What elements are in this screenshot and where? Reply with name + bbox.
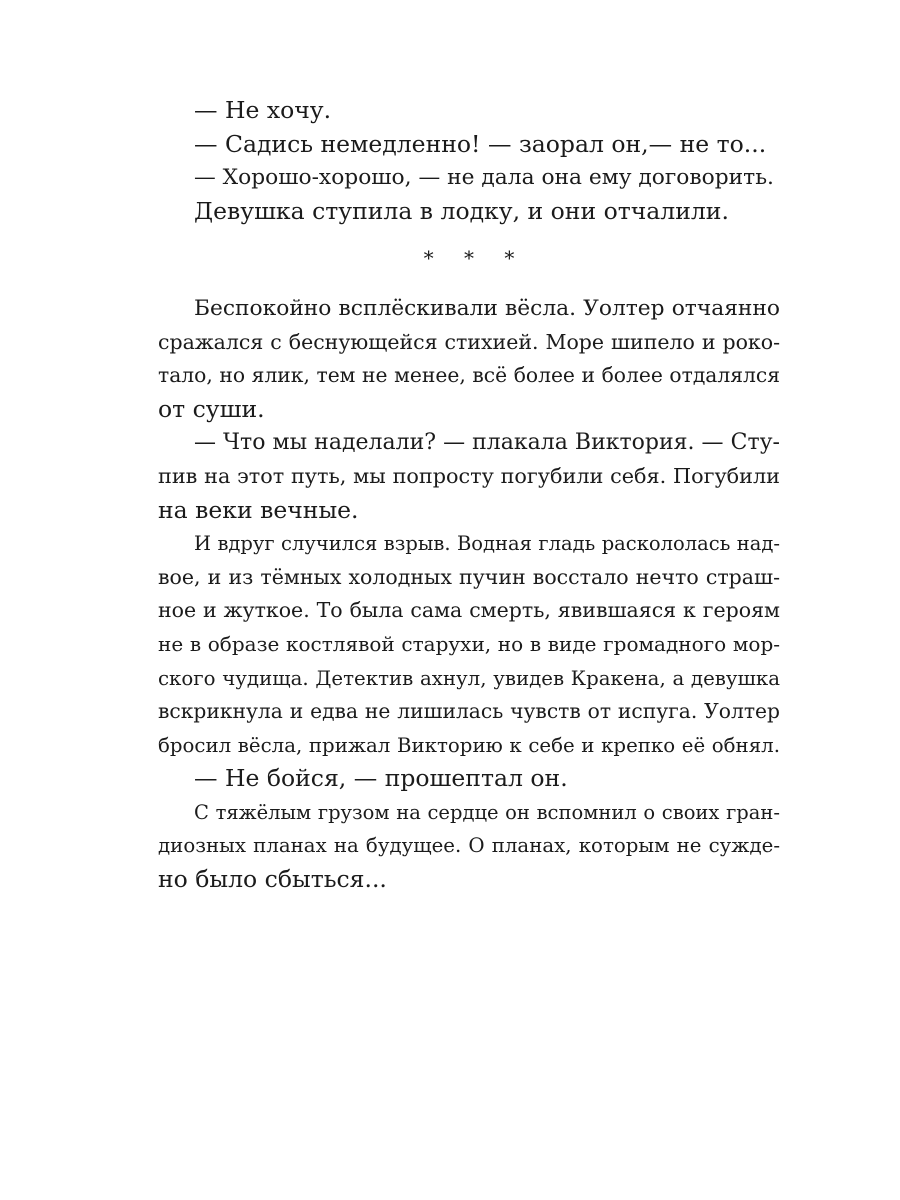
text-line: от суши. <box>158 394 265 423</box>
text-line: бросил вёсла, прижал Викторию к себе и крепко её обнял. <box>158 733 780 757</box>
book-page <box>158 94 780 897</box>
text-line: вскрикнула и едва не лишилась чувств от испуга. Уолтер <box>158 699 780 724</box>
text-line: — Что мы наделали? — плакала Виктория. — Сту- <box>194 430 780 456</box>
paragraph <box>158 796 780 897</box>
dialogue-line: — Хорошо-хорошо, — не дала она ему договорить. <box>194 165 774 191</box>
dialogue-line: — Не хочу. <box>194 96 332 124</box>
text-line: не в образе костлявой старухи, но в виде громадного мор- <box>158 631 780 656</box>
text-line: но было сбыться... <box>158 865 387 894</box>
paragraph <box>158 527 780 762</box>
paragraph <box>158 426 780 527</box>
text-line: С тяжёлым грузом на сердце он вспомнил о своих гран- <box>194 800 780 824</box>
text-line: ского чудища. Детектив ахнул, увидев Кракена, а девушка <box>158 666 780 690</box>
text-line: Беспокойно всплёскивали вёсла. Уолтер отчаянно <box>194 295 780 321</box>
text-line: вое, и из тёмных холодных пучин восстало нечто страш- <box>158 564 780 589</box>
text-line: на веки вечные. <box>158 495 359 524</box>
section-break: * * * <box>423 246 527 271</box>
dialogue-block <box>158 94 780 228</box>
paragraph <box>158 762 780 796</box>
narration-line: Девушка ступила в лодку, и они отчалили. <box>194 196 729 225</box>
dialogue-line: — Садись немедленно! — заорал он,— не то... <box>194 129 767 158</box>
text-line: сражался с беснующейся стихией. Море шипело и роко- <box>158 329 780 354</box>
text-line: диозных планах на будущее. О планах, которым не сужде- <box>158 834 780 858</box>
text-line: И вдруг случился взрыв. Водная гладь раскололась над- <box>194 532 780 556</box>
text-line: тало, но ялик, тем не менее, всё более и более отдалялся <box>158 363 780 388</box>
paragraph <box>158 292 780 426</box>
text-line: ное и жуткое. То была сама смерть, явившаяся к героям <box>158 598 780 623</box>
text-line: пив на этот путь, мы попросту погубили себя. Погубили <box>158 463 780 488</box>
dialogue-line: — Не бойся, — прошептал он. <box>194 764 568 793</box>
